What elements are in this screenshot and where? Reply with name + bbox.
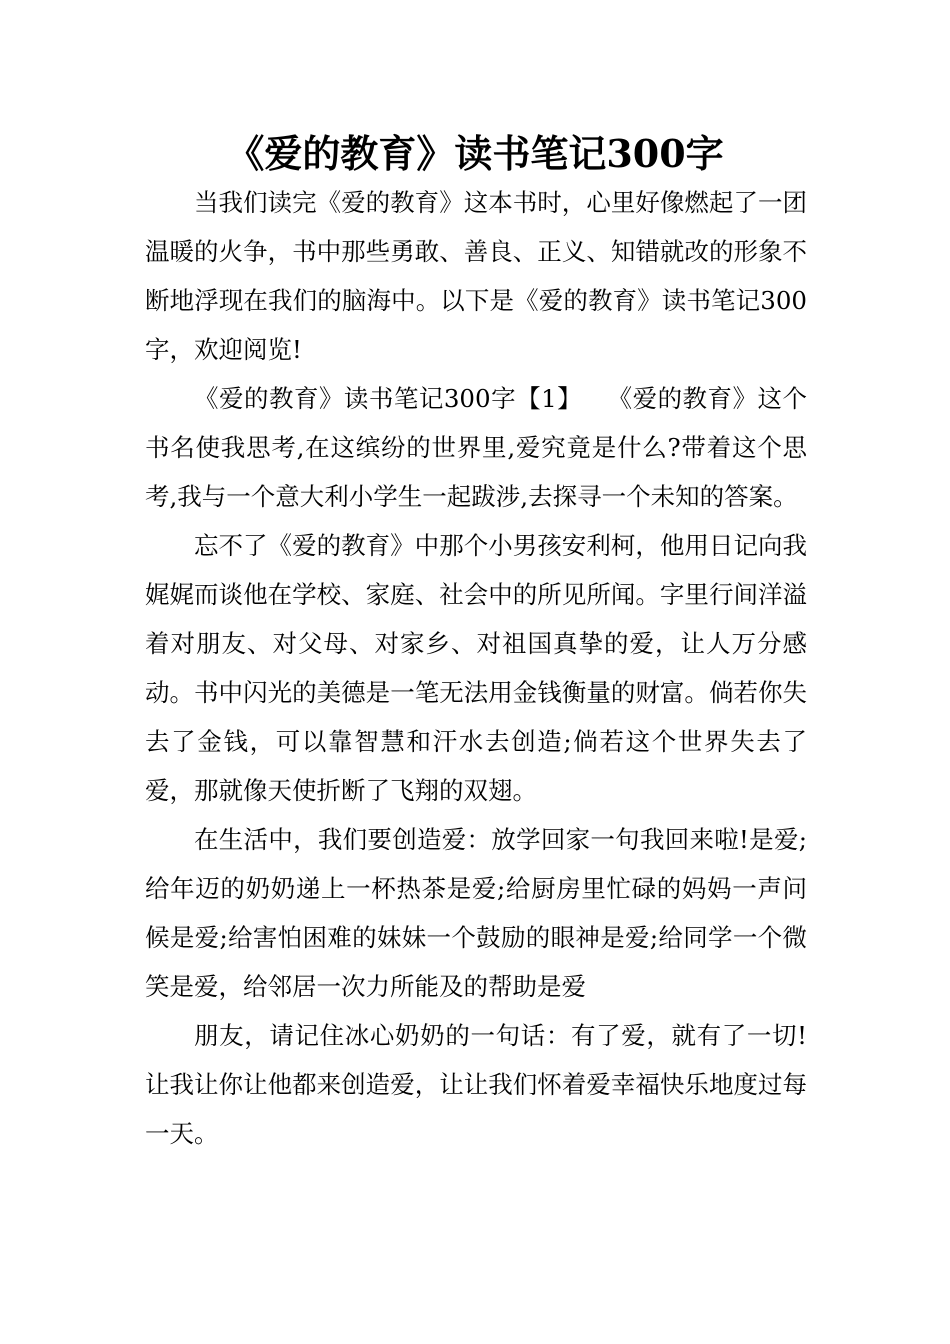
document-body (145, 178, 807, 1158)
document-title: 《爱的教育》读书笔记300字 (226, 131, 724, 176)
paragraph-4: 朋友，请记住冰心奶奶的一句话：有了爱，就有了一切!让我让你让他都来创造爱，让让我们怀着爱幸福快乐地度过每一天。 (145, 1021, 807, 1148)
paragraph-2: 忘不了《爱的教育》中那个小男孩安利柯，他用日记向我娓娓而谈他在学校、家庭、社会中的所见所闻。字里行间洋溢着对朋友、对父母、对家乡、对祖国真挚的爱，让人万分感动。书中闪光的美德是一笔无法用金钱衡量的财富。倘若你失去了金钱，可以靠智慧和汗水去创造;倘若这个世界失去了爱，那就像天使折断了飞翔的双翅。 (145, 531, 807, 805)
paragraph-intro: 当我们读完《爱的教育》这本书时，心里好像燃起了一团温暖的火争，书中那些勇敢、善良、正义、知错就改的形象不断地浮现在我们的脑海中。以下是《爱的教育》读书笔记300字，欢迎阅览! (145, 188, 807, 364)
paragraph-3: 在生活中，我们要创造爱：放学回家一句我回来啦!是爱;给年迈的奶奶递上一杯热茶是爱;给厨房里忙碌的妈妈一声问候是爱;给害怕困难的妹妹一个鼓励的眼神是爱;给同学一个微笑是爱，给邻居一次力所能及的帮助是爱 (145, 825, 807, 1001)
paragraph-1: 《爱的教育》读书笔记300字【1】 《爱的教育》这个书名使我思考,在这缤纷的世界里,爱究竟是什么?带着这个思考,我与一个意大利小学生一起跋涉,去探寻一个未知的答案。 (145, 384, 807, 511)
